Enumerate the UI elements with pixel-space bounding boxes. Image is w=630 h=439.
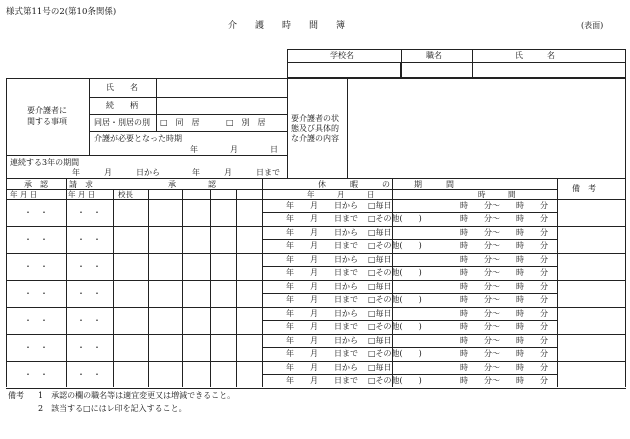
leave-from-date[interactable]: 年 月 日から	[286, 309, 358, 318]
time-range-2[interactable]: 時 分～ 時 分	[460, 322, 548, 331]
approval-date-header: 承 認	[24, 180, 48, 189]
leave-until-date[interactable]: 年 月 日まで	[286, 214, 358, 223]
approval-date-cell[interactable]: ・ ・	[24, 208, 48, 217]
leave-until-date[interactable]: 年 月 日まで	[286, 322, 358, 331]
other-checkbox[interactable]: □その他( )	[368, 295, 422, 304]
request-date-cell[interactable]: ・ ・	[77, 316, 101, 325]
principal-header: 校長	[118, 190, 133, 199]
approval-date-cell[interactable]: ・ ・	[24, 262, 48, 271]
care-section-label-1: 要介護者に	[27, 106, 67, 115]
other-checkbox[interactable]: □その他( )	[368, 241, 422, 250]
approval-date-cell[interactable]: ・ ・	[24, 370, 48, 379]
daily-checkbox[interactable]: □毎日	[368, 255, 392, 264]
needed-since-label: 介護が必要となった時期	[94, 134, 182, 143]
request-date-cell[interactable]: ・ ・	[77, 208, 101, 217]
approval-date-cell[interactable]: ・ ・	[24, 235, 48, 244]
approval-date-cell[interactable]: ・ ・	[24, 343, 48, 352]
consecutive-label: 連続する3年の期間	[10, 158, 80, 167]
leave-until-date[interactable]: 年 月 日まで	[286, 349, 358, 358]
separate-checkbox[interactable]: □ 別 居	[226, 118, 266, 127]
time-range-1[interactable]: 時 分～ 時 分	[460, 309, 548, 318]
school-field[interactable]	[287, 62, 401, 78]
request-date-cell[interactable]: ・ ・	[77, 370, 101, 379]
leave-from-date[interactable]: 年 月 日から	[286, 282, 358, 291]
time-range-1[interactable]: 時 分～ 時 分	[460, 255, 548, 264]
state-label-2: 態及び具体的	[291, 124, 339, 133]
time-range-2[interactable]: 時 分～ 時 分	[460, 376, 548, 385]
request-date-cell[interactable]: ・ ・	[77, 262, 101, 271]
needed-since-date: 年 月 日	[190, 145, 278, 154]
time-header: 時 間	[478, 190, 516, 199]
daily-checkbox[interactable]: □毎日	[368, 201, 392, 210]
name-label: 氏 名	[515, 51, 555, 60]
leave-from-date[interactable]: 年 月 日から	[286, 363, 358, 372]
time-range-2[interactable]: 時 分～ 時 分	[460, 295, 548, 304]
cohabit-checkbox[interactable]: □ 同 居	[160, 118, 200, 127]
leave-from-date[interactable]: 年 月 日から	[286, 336, 358, 345]
other-checkbox[interactable]: □その他( )	[368, 349, 422, 358]
position-label: 職名	[426, 51, 442, 60]
other-checkbox[interactable]: □その他( )	[368, 322, 422, 331]
leave-from-date[interactable]: 年 月 日から	[286, 201, 358, 210]
leave-until-date[interactable]: 年 月 日まで	[286, 295, 358, 304]
daily-checkbox[interactable]: □毎日	[368, 282, 392, 291]
school-label: 学校名	[330, 51, 354, 60]
position-field[interactable]	[401, 62, 473, 78]
note-1: 1 承認の欄の職名等は適宜変更又は増減できること。	[38, 391, 236, 400]
other-checkbox[interactable]: □その他( )	[368, 268, 422, 277]
leave-until-date[interactable]: 年 月 日まで	[286, 268, 358, 277]
leave-from-date[interactable]: 年 月 日から	[286, 255, 358, 264]
request-ymd: 年 月 日	[68, 190, 96, 199]
recipient-name-label: 氏 名	[106, 83, 138, 92]
name-field[interactable]	[472, 62, 626, 78]
note-2: 2 該当する□にはレ印を記入すること。	[38, 404, 187, 413]
daily-checkbox[interactable]: □毎日	[368, 228, 392, 237]
state-label-1: 要介護者の状	[291, 114, 339, 123]
time-range-2[interactable]: 時 分～ 時 分	[460, 241, 548, 250]
daily-checkbox[interactable]: □毎日	[368, 309, 392, 318]
request-date-cell[interactable]: ・ ・	[77, 235, 101, 244]
page-title: 介 護 時 間 簿	[228, 21, 346, 31]
time-range-1[interactable]: 時 分～ 時 分	[460, 282, 548, 291]
side-label: (表面)	[581, 21, 604, 30]
other-checkbox[interactable]: □その他( )	[368, 214, 422, 223]
care-section-label-2: 関する事項	[27, 117, 67, 126]
request-date-header: 請 求	[69, 180, 93, 189]
time-range-1[interactable]: 時 分～ 時 分	[460, 336, 548, 345]
leave-ymd-header: 年 月 日	[307, 190, 375, 199]
daily-checkbox[interactable]: □毎日	[368, 336, 392, 345]
time-range-2[interactable]: 時 分～ 時 分	[460, 214, 548, 223]
leave-until-date[interactable]: 年 月 日まで	[286, 376, 358, 385]
request-date-cell[interactable]: ・ ・	[77, 343, 101, 352]
daily-checkbox[interactable]: □毎日	[368, 363, 392, 372]
time-range-2[interactable]: 時 分～ 時 分	[460, 349, 548, 358]
form-number: 様式第11号の2(第10条関係)	[6, 7, 117, 17]
notes-label: 備考	[8, 391, 24, 400]
other-checkbox[interactable]: □その他( )	[368, 376, 422, 385]
leave-until-date[interactable]: 年 月 日まで	[286, 241, 358, 250]
approval-date-cell[interactable]: ・ ・	[24, 289, 48, 298]
time-range-1[interactable]: 時 分～ 時 分	[460, 363, 548, 372]
relation-label: 続 柄	[106, 101, 138, 110]
consecutive-range: 年 月 日から 年 月 日まで	[72, 168, 280, 177]
approval-ymd: 年 月 日	[10, 190, 38, 199]
approval-date-cell[interactable]: ・ ・	[24, 316, 48, 325]
leave-period-header: 休 暇 の 期 間	[318, 180, 454, 189]
cohabit-label: 同居・別居の別	[94, 118, 150, 127]
time-range-1[interactable]: 時 分～ 時 分	[460, 201, 548, 210]
request-date-cell[interactable]: ・ ・	[77, 289, 101, 298]
time-range-1[interactable]: 時 分～ 時 分	[460, 228, 548, 237]
state-label-3: な介護の内容	[291, 134, 339, 143]
remarks-header: 備 考	[572, 184, 596, 193]
time-range-2[interactable]: 時 分～ 時 分	[460, 268, 548, 277]
leave-from-date[interactable]: 年 月 日から	[286, 228, 358, 237]
approval-header: 承 認	[168, 180, 216, 189]
